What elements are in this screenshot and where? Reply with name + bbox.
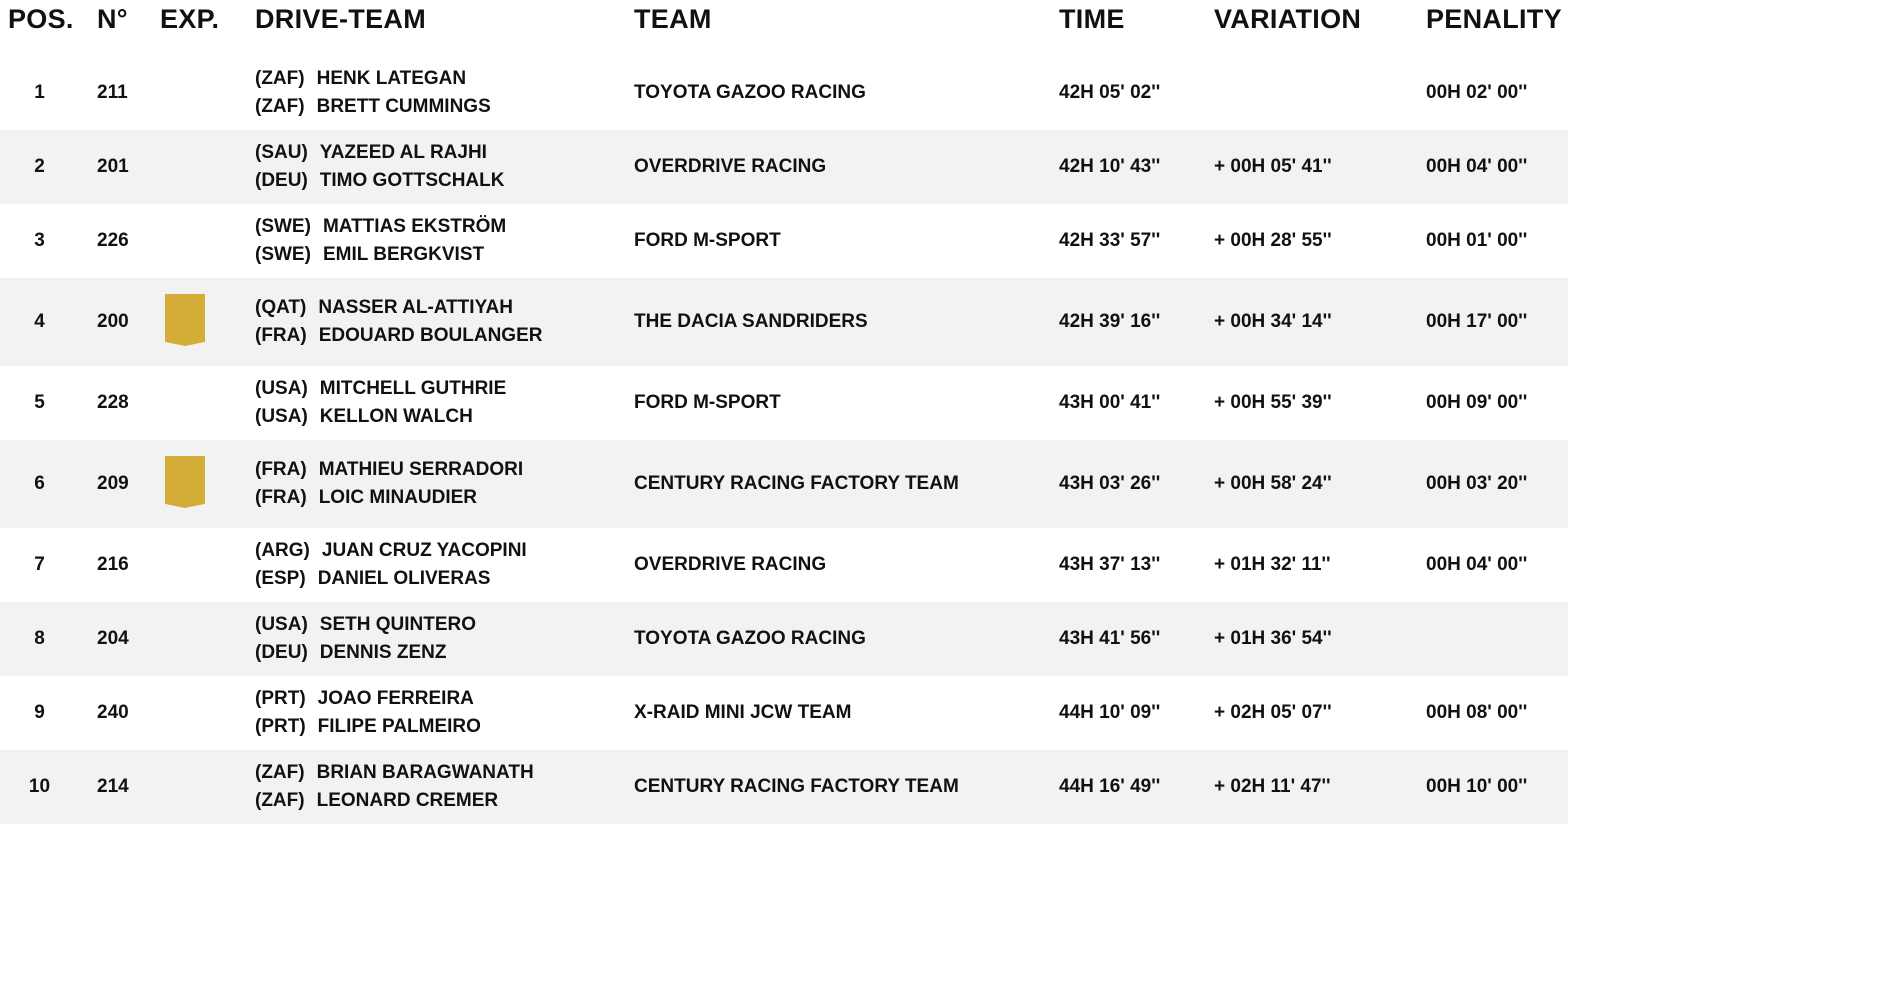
penality-cell: 00H 17' 00'' — [1426, 311, 1528, 332]
variation-cell: + 01H 36' 54'' — [1214, 628, 1332, 649]
variation-cell: + 02H 11' 47'' — [1214, 776, 1331, 797]
crew-member — [255, 713, 481, 741]
time-cell: 43H 37' 13'' — [1059, 554, 1161, 575]
crew-name: LEONARD CREMER — [316, 790, 499, 811]
crew-name: JUAN CRUZ YACOPINI — [321, 540, 527, 561]
crew-nationality: (ZAF) — [255, 96, 305, 117]
crew-member — [255, 375, 506, 403]
variation-cell: + 00H 34' 14'' — [1214, 311, 1332, 332]
crew-member — [255, 294, 542, 322]
crew-name: LOIC MINAUDIER — [318, 487, 478, 508]
crew-member — [255, 213, 506, 241]
header-drive-team: DRIVE-TEAM — [255, 4, 426, 34]
table-row — [0, 56, 1568, 130]
car-number-cell: 216 — [97, 554, 129, 575]
position-cell: 1 — [34, 82, 45, 103]
crew-member — [255, 139, 504, 167]
time-cell: 44H 10' 09'' — [1059, 702, 1161, 723]
crew-name: TIMO GOTTSCHALK — [319, 170, 505, 191]
crew-nationality: (SAU) — [255, 142, 308, 163]
variation-cell: + 00H 55' 39'' — [1214, 392, 1332, 413]
crew-nationality: (ZAF) — [255, 68, 305, 89]
crew-name: BRIAN BARAGWANATH — [316, 762, 534, 783]
crew-name: DANIEL OLIVERAS — [317, 568, 491, 589]
crew-name: MITCHELL GUTHRIE — [319, 378, 507, 399]
position-cell: 2 — [34, 156, 45, 177]
table-row — [0, 602, 1568, 676]
table-row — [0, 130, 1568, 204]
position-cell: 6 — [34, 473, 45, 494]
team-cell: FORD M-SPORT — [634, 392, 781, 413]
crew-nationality: (FRA) — [255, 459, 307, 480]
team-cell: TOYOTA GAZOO RACING — [634, 82, 866, 103]
crew-member — [255, 611, 476, 639]
variation-cell: + 02H 05' 07'' — [1214, 702, 1332, 723]
crew-member — [255, 65, 491, 93]
crew-name: MATHIEU SERRADORI — [318, 459, 524, 480]
position-cell: 5 — [34, 392, 45, 413]
crew-nationality: (SWE) — [255, 244, 311, 265]
variation-cell: + 01H 32' 11'' — [1214, 554, 1331, 575]
car-number-cell: 204 — [97, 628, 129, 649]
penality-cell: 00H 03' 20'' — [1426, 473, 1528, 494]
crew-name: BRETT CUMMINGS — [316, 96, 491, 117]
time-cell: 42H 39' 16'' — [1059, 311, 1161, 332]
crew-member — [255, 322, 542, 350]
car-number-cell: 228 — [97, 392, 129, 413]
crew-name: FILIPE PALMEIRO — [317, 716, 481, 737]
team-cell: OVERDRIVE RACING — [634, 156, 827, 177]
position-cell: 9 — [34, 702, 45, 723]
crew-nationality: (USA) — [255, 378, 308, 399]
team-cell: FORD M-SPORT — [634, 230, 781, 251]
header-number: N° — [97, 4, 128, 34]
crew-name: KELLON WALCH — [319, 406, 473, 427]
results-table — [0, 56, 1568, 824]
crew-member — [255, 537, 527, 565]
car-number-cell: 200 — [97, 311, 129, 332]
crew-name: NASSER AL-ATTIYAH — [318, 297, 513, 318]
team-cell: THE DACIA SANDRIDERS — [634, 311, 868, 332]
team-cell: X-RAID MINI JCW TEAM — [634, 702, 852, 723]
position-cell: 3 — [34, 230, 45, 251]
crew-name: SETH QUINTERO — [319, 614, 477, 635]
crew-nationality: (SWE) — [255, 216, 311, 237]
header-exp: EXP. — [160, 4, 220, 34]
crew-cell — [255, 294, 542, 350]
crew-name: JOAO FERREIRA — [317, 688, 474, 709]
car-number-cell: 211 — [97, 82, 128, 103]
position-cell: 4 — [34, 311, 45, 332]
car-number-cell: 240 — [97, 702, 129, 723]
crew-member — [255, 93, 491, 121]
crew-nationality: (ZAF) — [255, 762, 305, 783]
crew-cell — [255, 537, 527, 593]
car-number-cell: 201 — [97, 156, 129, 177]
crew-nationality: (USA) — [255, 614, 308, 635]
crew-nationality: (QAT) — [255, 297, 307, 318]
table-row — [0, 366, 1568, 440]
expert-badge-icon — [165, 294, 205, 346]
crew-member — [255, 565, 527, 593]
header-team: TEAM — [634, 4, 712, 34]
crew-name: YAZEED AL RAJHI — [319, 142, 487, 163]
table-row — [0, 528, 1568, 602]
header-time: TIME — [1059, 4, 1125, 34]
table-header — [0, 0, 1568, 40]
crew-member — [255, 484, 523, 512]
crew-nationality: (USA) — [255, 406, 308, 427]
time-cell: 42H 33' 57'' — [1059, 230, 1161, 251]
crew-member — [255, 403, 506, 431]
crew-name: EDOUARD BOULANGER — [318, 325, 543, 346]
car-number-cell: 209 — [97, 473, 129, 494]
crew-cell — [255, 65, 491, 121]
crew-member — [255, 167, 504, 195]
crew-nationality: (DEU) — [255, 170, 308, 191]
table-row — [0, 278, 1568, 366]
penality-cell: 00H 08' 00'' — [1426, 702, 1528, 723]
penality-cell: 00H 04' 00'' — [1426, 156, 1528, 177]
crew-cell — [255, 139, 504, 195]
crew-nationality: (ESP) — [255, 568, 306, 589]
crew-member — [255, 456, 523, 484]
variation-cell: + 00H 58' 24'' — [1214, 473, 1332, 494]
time-cell: 44H 16' 49'' — [1059, 776, 1161, 797]
crew-member — [255, 639, 476, 667]
time-cell: 43H 00' 41'' — [1059, 392, 1161, 413]
crew-nationality: (FRA) — [255, 487, 307, 508]
car-number-cell: 226 — [97, 230, 129, 251]
penality-cell: 00H 02' 00'' — [1426, 82, 1528, 103]
expert-badge-icon — [165, 456, 205, 508]
team-cell: OVERDRIVE RACING — [634, 554, 827, 575]
time-cell: 42H 05' 02'' — [1059, 82, 1161, 103]
position-cell: 7 — [34, 554, 45, 575]
car-number-cell: 214 — [97, 776, 129, 797]
crew-cell — [255, 213, 506, 269]
team-cell: CENTURY RACING FACTORY TEAM — [634, 776, 959, 797]
crew-nationality: (DEU) — [255, 642, 308, 663]
header-variation: VARIATION — [1214, 4, 1362, 34]
variation-cell: + 00H 28' 55'' — [1214, 230, 1332, 251]
table-row — [0, 676, 1568, 750]
crew-nationality: (ARG) — [255, 540, 310, 561]
time-cell: 43H 03' 26'' — [1059, 473, 1161, 494]
crew-nationality: (FRA) — [255, 325, 307, 346]
crew-name: HENK LATEGAN — [316, 68, 467, 89]
time-cell: 43H 41' 56'' — [1059, 628, 1161, 649]
crew-name: MATTIAS EKSTRÖM — [322, 216, 507, 237]
header-pos: POS. — [8, 4, 74, 34]
header-penality: PENALITY — [1426, 4, 1562, 34]
crew-member — [255, 787, 534, 815]
crew-name: DENNIS ZENZ — [319, 642, 447, 663]
penality-cell: 00H 01' 00'' — [1426, 230, 1528, 251]
penality-cell: 00H 04' 00'' — [1426, 554, 1528, 575]
crew-cell — [255, 375, 506, 431]
crew-member — [255, 759, 534, 787]
penality-cell: 00H 10' 00'' — [1426, 776, 1528, 797]
crew-nationality: (ZAF) — [255, 790, 305, 811]
crew-nationality: (PRT) — [255, 716, 306, 737]
crew-cell — [255, 456, 523, 512]
crew-member — [255, 685, 481, 713]
team-cell: CENTURY RACING FACTORY TEAM — [634, 473, 959, 494]
position-cell: 8 — [34, 628, 45, 649]
variation-cell: + 00H 05' 41'' — [1214, 156, 1332, 177]
crew-cell — [255, 611, 476, 667]
position-cell: 10 — [28, 776, 51, 797]
time-cell: 42H 10' 43'' — [1059, 156, 1161, 177]
crew-cell — [255, 685, 481, 741]
crew-cell — [255, 759, 534, 815]
crew-member — [255, 241, 506, 269]
crew-nationality: (PRT) — [255, 688, 306, 709]
table-row — [0, 440, 1568, 528]
table-row — [0, 750, 1568, 824]
crew-name: EMIL BERGKVIST — [322, 244, 485, 265]
team-cell: TOYOTA GAZOO RACING — [634, 628, 866, 649]
table-row — [0, 204, 1568, 278]
penality-cell: 00H 09' 00'' — [1426, 392, 1528, 413]
